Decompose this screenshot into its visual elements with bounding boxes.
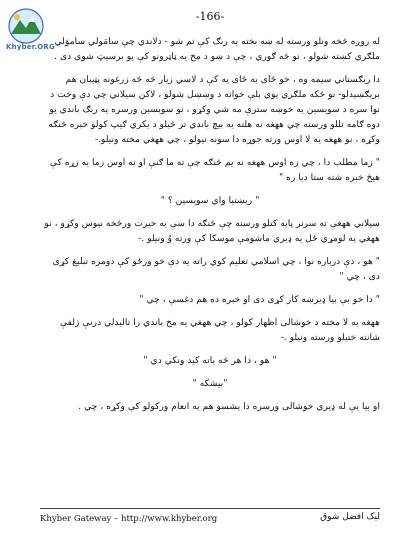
- footer-divider: [40, 508, 380, 509]
- paragraph: " دا خو بې بيا ډيرښه کار کړی دی او خبره ده هم دغسې ، چي ": [139, 294, 380, 305]
- paragraph: ههغه يه لا مخته د خوشالی اظهار کولو ، چي ههغي يه مخ باندي را تاليدلي درنې ژلفې شانته ختيلو ورسته ونيلو .-: [59, 317, 380, 343]
- paragraph: له روږه څخه ونلو ورسته له ښه بخته يه ربګ کې تم شو - دلاندي چې سامَولي ساموَلي ملګري کښته شولو ، نو څه ګوري ، چې د ښو د مخ يه ټاټرونو کې يو برسيټ شوی دی .: [54, 36, 380, 62]
- footer-website: Khyber Gateway – http://www.khyber.org: [40, 514, 218, 524]
- paragraph: سيلاني ههغې ته سرتر پايه کتلو ورسته چې څنګه دا سې يه حيرت ورڅخه نيوس وکړو ، نو ههغي يه لومړي ځل يه ډيري ماشومې موسکا کې ورته وُ ونيلو .-: [44, 218, 380, 244]
- paragraph: "بيشکه ": [192, 378, 228, 389]
- paragraph: " ريښتيا واي سويسين ؟ ": [160, 195, 260, 206]
- paragraph: " هو ، دا هر څه ياته کيد ونکي دي ": [143, 355, 277, 366]
- paragraph: " هو ، دې درباره نوا ، چي اسلامي تعليم کوي راته يه دې خو ورځو کې دومره تبليغ کړی دی ، چي ": [52, 256, 380, 282]
- document-body: [40, 34, 380, 422]
- footer-author: ليک افضل شوق: [320, 512, 380, 522]
- paragraph: دا ريګستاني سيمه وه ، خو ځای يه ځای يه کې د لاسي زيار څه څه زرغونه پټيبان هم بريګښيدلو- نو څکه ملګري يوي بلې خواته د وښښل شولو ، لاکن سيلاني چي دې وخت د نوا سره د سويسين يه خوښه سترې مه شي وکړو ، نو سويسين ورسره يه ربګ باندي يو دوه ګامه تللو ورسته چي ههغه نه هلته يه بيچ باندي تر څيلو د يکري ګيپ کولو خبره څنګه وکړه ، نو ههغه يه لا اوس ورته جوړه دا سونه نيولو ، چي ههغي مخته ونيلو.-: [48, 74, 380, 145]
- logo-text: Khyber.ORG: [6, 43, 55, 51]
- page-number: -166-: [195, 10, 225, 23]
- paragraph: " زما مطلب دا ، چي زه اوس ههغه نه يم څنګه چې ته ما ګنې او نه اوس زما يه زړه کې هيڅ خبره شته ستا ديا ره ": [49, 157, 380, 183]
- paragraph: او بيا يې له ډيري خوشالی ورسره دا يشسو هم يه انعام ورکولو کې وکړه ، چي .: [78, 401, 380, 412]
